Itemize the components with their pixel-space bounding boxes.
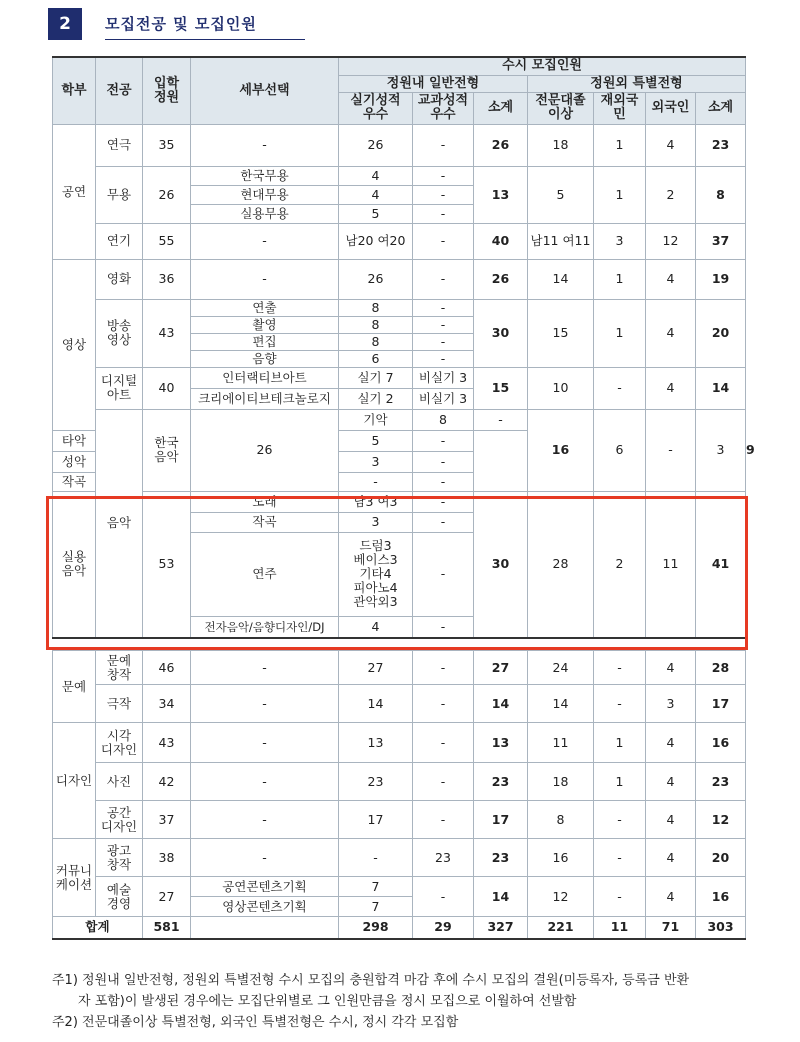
table-row: 공연 연극 35 - 26 - 26 18 1 4 23 bbox=[53, 124, 746, 166]
major-cell: 연기 bbox=[96, 223, 143, 259]
college-cell: 커뮤니 케이션 bbox=[53, 839, 96, 917]
header-early-admission: 수시 모집인원 bbox=[339, 57, 746, 75]
table-row: 실용 음악 53 노래 남3 여3 - 30 28 2 11 41 bbox=[53, 491, 746, 512]
header-subtotal: 소계 bbox=[474, 92, 528, 124]
table-row: 영상콘텐츠기획 7 bbox=[53, 897, 746, 917]
footnotes bbox=[52, 970, 752, 1033]
table-row: 작곡 3 - bbox=[53, 512, 746, 532]
total-label: 합계 bbox=[53, 917, 143, 939]
table-row: 음향 6 - bbox=[53, 350, 746, 367]
table-row: 실용무용 5 - bbox=[53, 204, 746, 223]
header-major: 전공 bbox=[96, 57, 143, 124]
section-header bbox=[48, 8, 304, 40]
table-row: 작곡 - - bbox=[53, 472, 746, 491]
table-row: 전자음악/음향디자인/DJ 4 - bbox=[53, 616, 746, 638]
table-row: 공간 디자인 37 - 17 - 17 8 - 4 12 bbox=[53, 801, 746, 839]
table-row: 무용 26 한국무용 4 - 13 5 1 2 8 bbox=[53, 166, 746, 185]
section-number-badge: 2 bbox=[48, 8, 82, 40]
college-cell: 디자인 bbox=[53, 723, 96, 839]
recruitment-table-lower bbox=[52, 650, 746, 940]
table-row: 예술 경영 27 공연콘텐츠기획 7 - 14 12 - 4 16 bbox=[53, 877, 746, 897]
table-row: 성악 3 - bbox=[53, 451, 746, 472]
footnote-1-cont: 자 포함)이 발생된 경우에는 모집단위별로 그 인원만큼을 정시 모집으로 이월하여 선발함 bbox=[78, 994, 577, 1009]
table-row: 연기 55 - 남20 여20 - 40 남11 여11 3 12 37 bbox=[53, 223, 746, 259]
table-row: 디자인 시각 디자인 43 - 13 - 13 11 1 4 16 bbox=[53, 723, 746, 763]
major-cell: 무용 bbox=[96, 166, 143, 223]
header-overseas: 재외국 민 bbox=[594, 92, 646, 124]
header-special: 정원외 특별전형 bbox=[528, 75, 746, 92]
major-cell: 실용 음악 bbox=[53, 491, 96, 638]
major-cell: 시각 디자인 bbox=[96, 723, 143, 763]
header-academic: 교과성적 우수 bbox=[413, 92, 474, 124]
table-row: 사진 42 - 23 - 23 18 1 4 23 bbox=[53, 763, 746, 801]
major-cell: 방송 영상 bbox=[96, 299, 143, 367]
major-cell: 사진 bbox=[96, 763, 143, 801]
table-row: 음악 한국 음악 26 기악 8 - 16 6 - 3 9 bbox=[53, 409, 746, 430]
header-college-grad: 전문대졸 이상 bbox=[528, 92, 594, 124]
header-quota: 입학 정원 bbox=[143, 57, 191, 124]
table-row: 극작 34 - 14 - 14 14 - 3 17 bbox=[53, 685, 746, 723]
major-cell: 광고 창작 bbox=[96, 839, 143, 877]
table-row: 커뮤니 케이션 광고 창작 38 - - 23 23 16 - 4 20 bbox=[53, 839, 746, 877]
major-cell: 공간 디자인 bbox=[96, 801, 143, 839]
header-detail: 세부선택 bbox=[191, 57, 339, 124]
table-row: 디지털 아트 40 인터랙티브아트 실기 7 비실기 3 15 10 - 4 14 bbox=[53, 367, 746, 388]
major-cell: 연극 bbox=[96, 124, 143, 166]
section-title: 모집전공 및 모집인원 bbox=[105, 15, 257, 33]
college-cell: 음악 bbox=[96, 409, 143, 638]
footnote-2: 주2) 전문대졸이상 특별전형, 외국인 특별전형은 수시, 정시 각각 모집함 bbox=[52, 1015, 459, 1030]
header-college: 학부 bbox=[53, 57, 96, 124]
table-row: 영상 영화 36 - 26 - 26 14 1 4 19 bbox=[53, 259, 746, 299]
major-cell: 극작 bbox=[96, 685, 143, 723]
major-cell: 문예 창작 bbox=[96, 651, 143, 685]
major-cell: 디지털 아트 bbox=[96, 367, 143, 409]
table-row: 타악 5 - bbox=[53, 430, 746, 451]
table-row: 문예 문예 창작 46 - 27 - 27 24 - 4 28 bbox=[53, 651, 746, 685]
table-row: 크리에이티브테크놀로지 실기 2 비실기 3 bbox=[53, 388, 746, 409]
table-row: 방송 영상 43 연출 8 - 30 15 1 4 20 bbox=[53, 299, 746, 316]
table-row: 편집 8 - bbox=[53, 333, 746, 350]
major-cell: 예술 경영 bbox=[96, 877, 143, 917]
recruitment-table bbox=[52, 56, 755, 639]
total-row: 합계 581 298 29 327 221 11 71 303 bbox=[53, 917, 746, 939]
table-row: 촬영 8 - bbox=[53, 316, 746, 333]
major-cell: 한국 음악 bbox=[143, 409, 191, 491]
college-cell: 영상 bbox=[53, 259, 96, 430]
college-cell: 공연 bbox=[53, 124, 96, 259]
table-row: 연주 드럼3 베이스3 기타4 피아노4 관악외3 - bbox=[53, 532, 746, 616]
table-row: 현대무용 4 - bbox=[53, 185, 746, 204]
header-practical: 실기성적 우수 bbox=[339, 92, 413, 124]
footnote-1: 주1) 정원내 일반전형, 정원외 특별전형 수시 모집의 충원합격 마감 후에 수시 모집의 결원(미등록자, 등록금 반환 bbox=[52, 973, 690, 988]
header-foreigner: 외국인 bbox=[646, 92, 696, 124]
major-cell: 영화 bbox=[96, 259, 143, 299]
section-underline bbox=[105, 39, 305, 40]
college-cell: 문예 bbox=[53, 651, 96, 723]
header-subtotal2: 소계 bbox=[696, 92, 746, 124]
header-general: 정원내 일반전형 bbox=[339, 75, 528, 92]
